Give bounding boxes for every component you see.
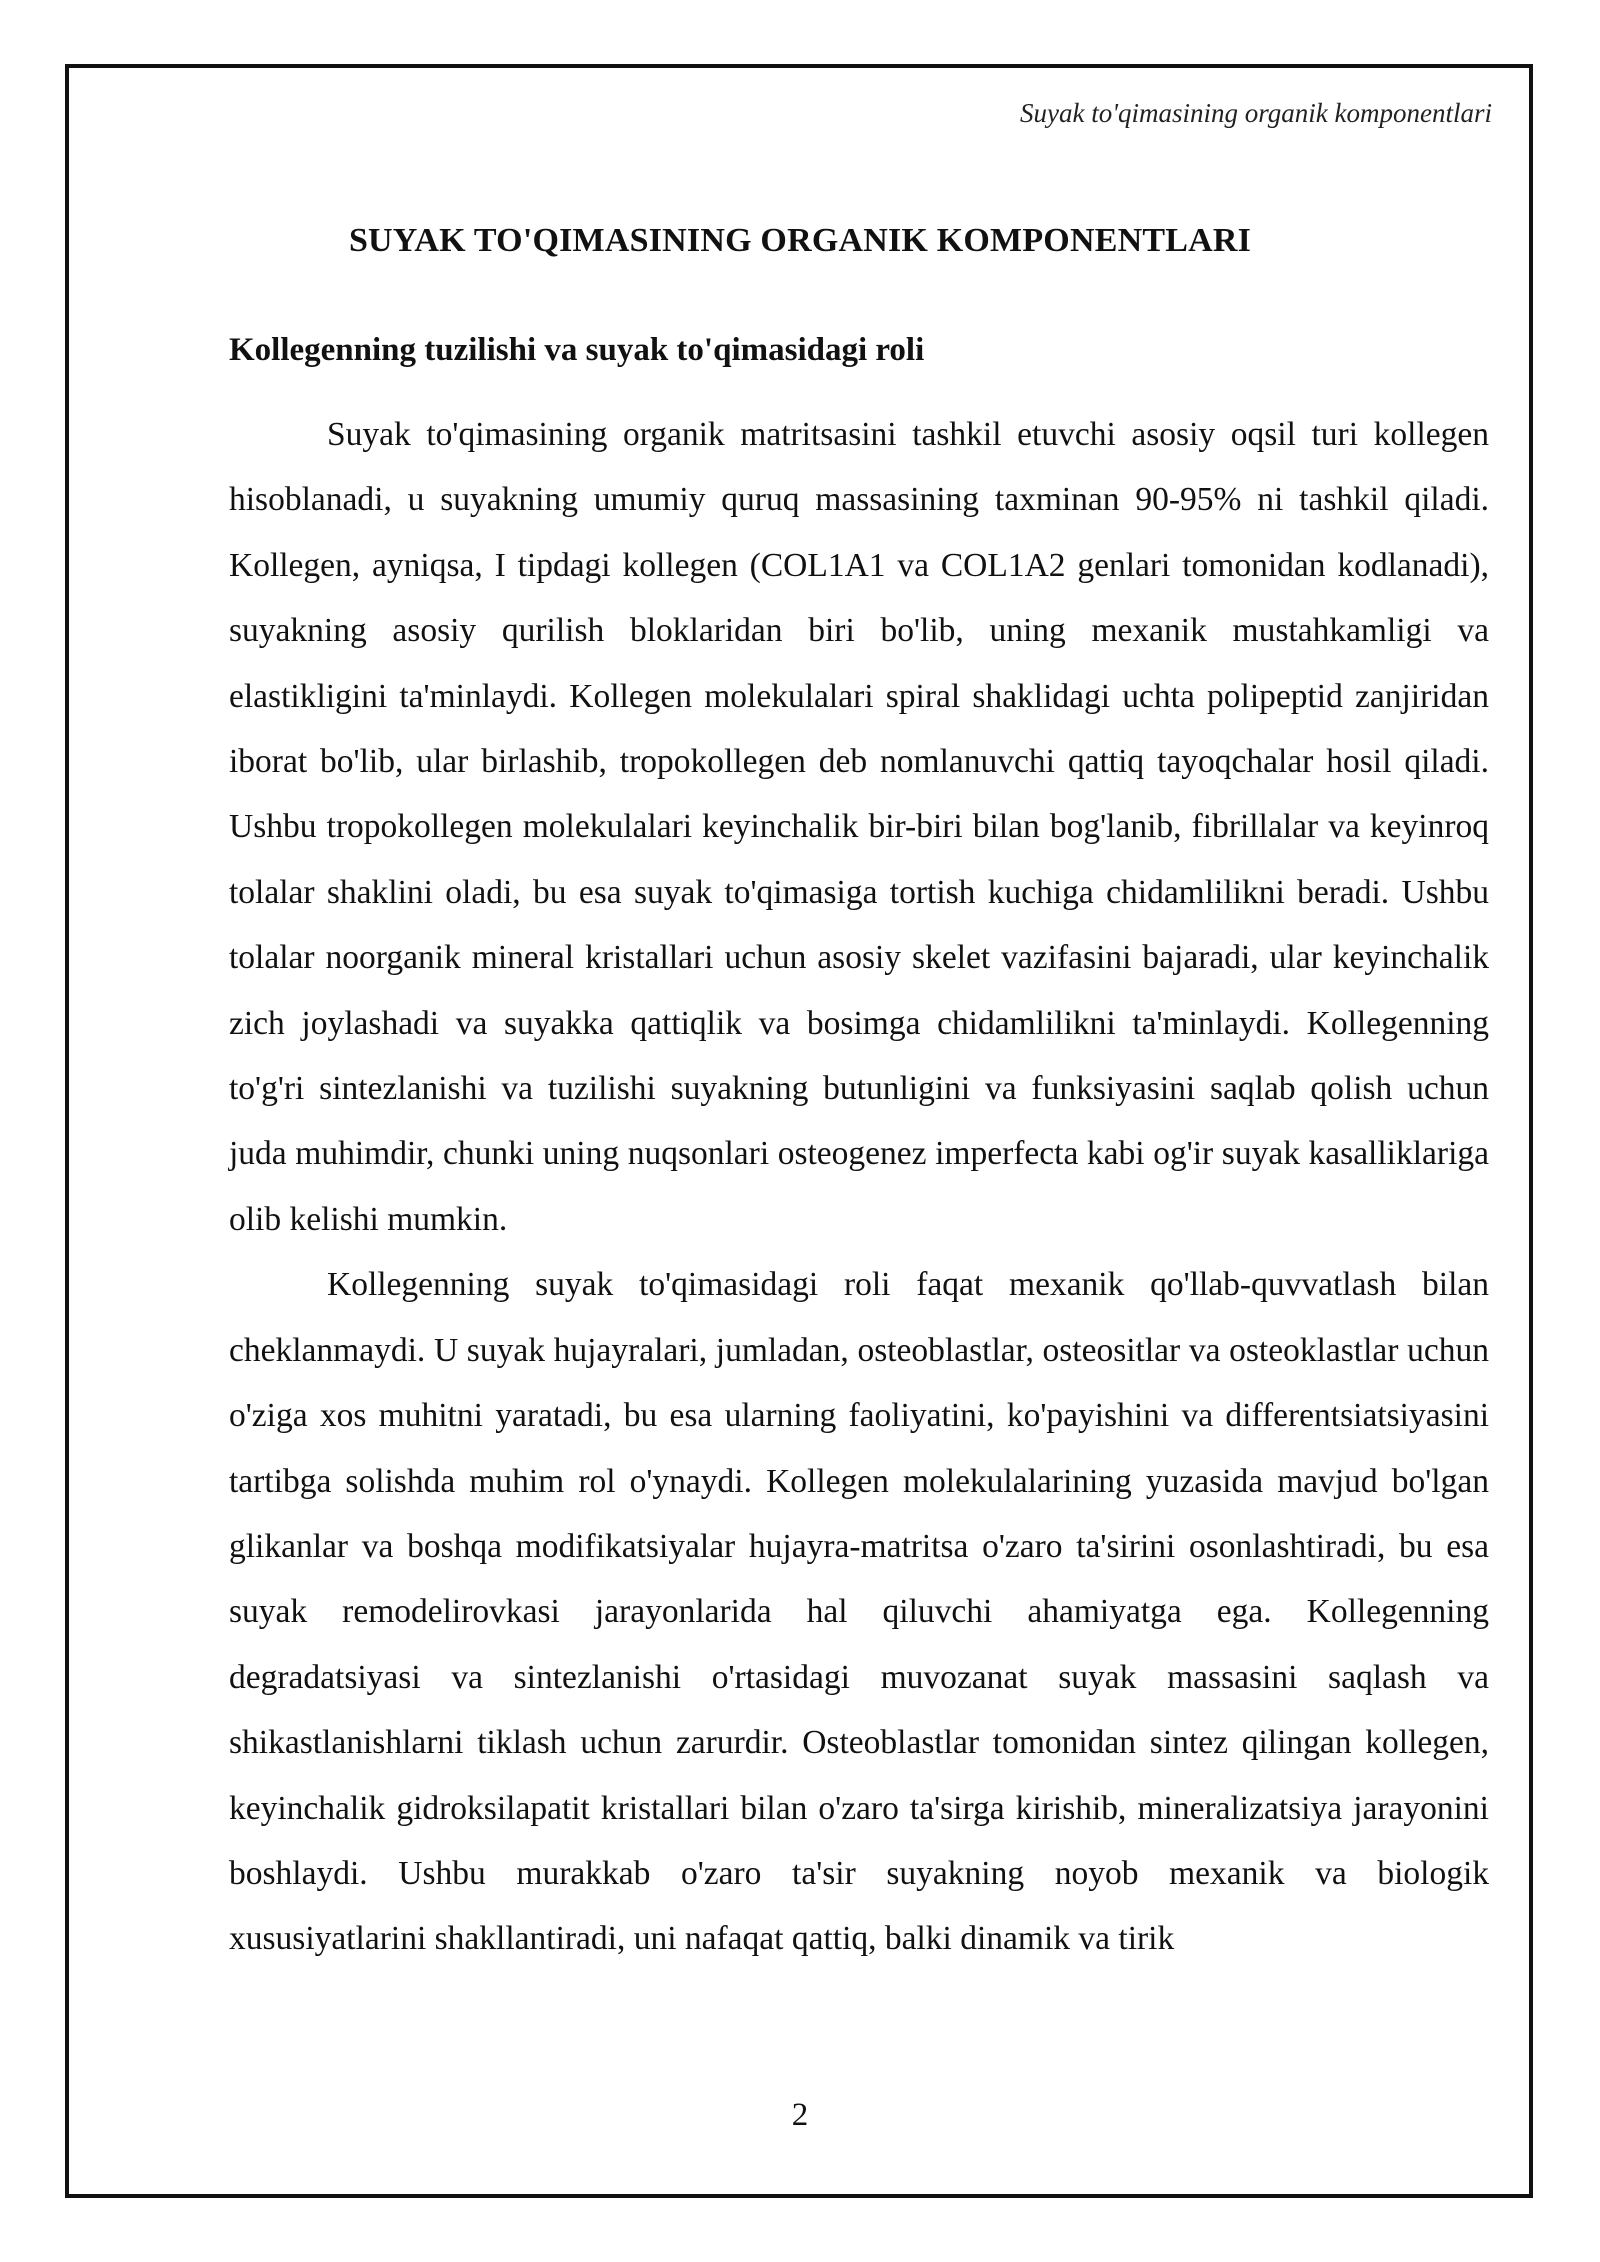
body-text [229, 402, 1489, 1972]
page-number: 2 [791, 2097, 809, 2133]
paragraph: Kollegenning suyak to'qimasidagi roli faqat mexanik qo'llab-quvvatlash bilan cheklanmaydi. U suyak hujayralari, jumladan, osteoblastlar, osteositlar va osteoklastlar uchun o'ziga xos muhitni yaratadi, bu esa ularning faoliyatini, ko'payishini va differentsiatsiyasini tartibga solishda muhim rol o'ynaydi. Kollegen molekulalarining yuzasida mavjud bo'lgan glikanlar va boshqa modifikatsiyalar hujayra-matritsa o'zaro ta'sirini osonlashtiradi, bu esa suyak remodelirovkasi jarayonlarida hal qiluvchi ahamiyatga ega. Kollegenning degradatsiyasi va sintezlanishi o'rtasidagi muvozanat suyak massasini saqlash va shikastlanishlarni tiklash uchun zarurdir. Osteoblastlar tomonidan sintez qilingan kollegen, keyinchalik gidroksilapatit kristallari bilan o'zaro ta'sirga kirishib, mineralizatsiya jarayonini boshlaydi. Ushbu murakkab o'zaro ta'sir suyakning noyob mexanik va biologik xususiyatlarini shakllantiradi, uni nafaqat qattiq, balki dinamik va tirik [229, 1266, 1489, 1958]
section-heading: Kollegenning tuzilishi va suyak to'qimasidagi roli [229, 332, 925, 368]
paragraph: Suyak to'qimasining organik matritsasini tashkil etuvchi asosiy oqsil turi kollegen hisoblanadi, u suyakning umumiy quruq massasining taxminan 90-95% ni tashkil qiladi. Kollegen, ayniqsa, I tipdagi kollegen (COL1A1 va COL1A2 genlari tomonidan kodlanadi), suyakning asosiy qurilish bloklaridan biri bo'lib, uning mexanik mustahkamligi va elastikligini ta'minlaydi. Kollegen molekulalari spiral shaklidagi uchta polipeptid zanjiridan iborat bo'lib, ular birlashib, tropokollegen deb nomlanuvchi qattiq tayoqchalar hosil qiladi. Ushbu tropokollegen molekulalari keyinchalik bir-biri bilan bog'lanib, fibrillalar va keyinroq tolalar shaklini oladi, bu esa suyak to'qimasiga tortish kuchiga chidamlilikni beradi. Ushbu tolalar noorganik mineral kristallari uchun asosiy skelet vazifasini bajaradi, ular keyinchalik zich joylashadi va suyakka qattiqlik va bosimga chidamlilikni ta'minlaydi. Kollegenning to'g'ri sintezlanishi va tuzilishi suyakning butunligini va funksiyasini saqlab qolish uchun juda muhimdir, chunki uning nuqsonlari osteogenez imperfecta kabi og'ir suyak kasalliklariga olib kelishi mumkin. [229, 416, 1489, 1238]
running-header: Suyak to'qimasining organik komponentlari [1020, 98, 1492, 128]
document-title: SUYAK TO'QIMASINING ORGANIK KOMPONENTLARI [348, 222, 1252, 259]
